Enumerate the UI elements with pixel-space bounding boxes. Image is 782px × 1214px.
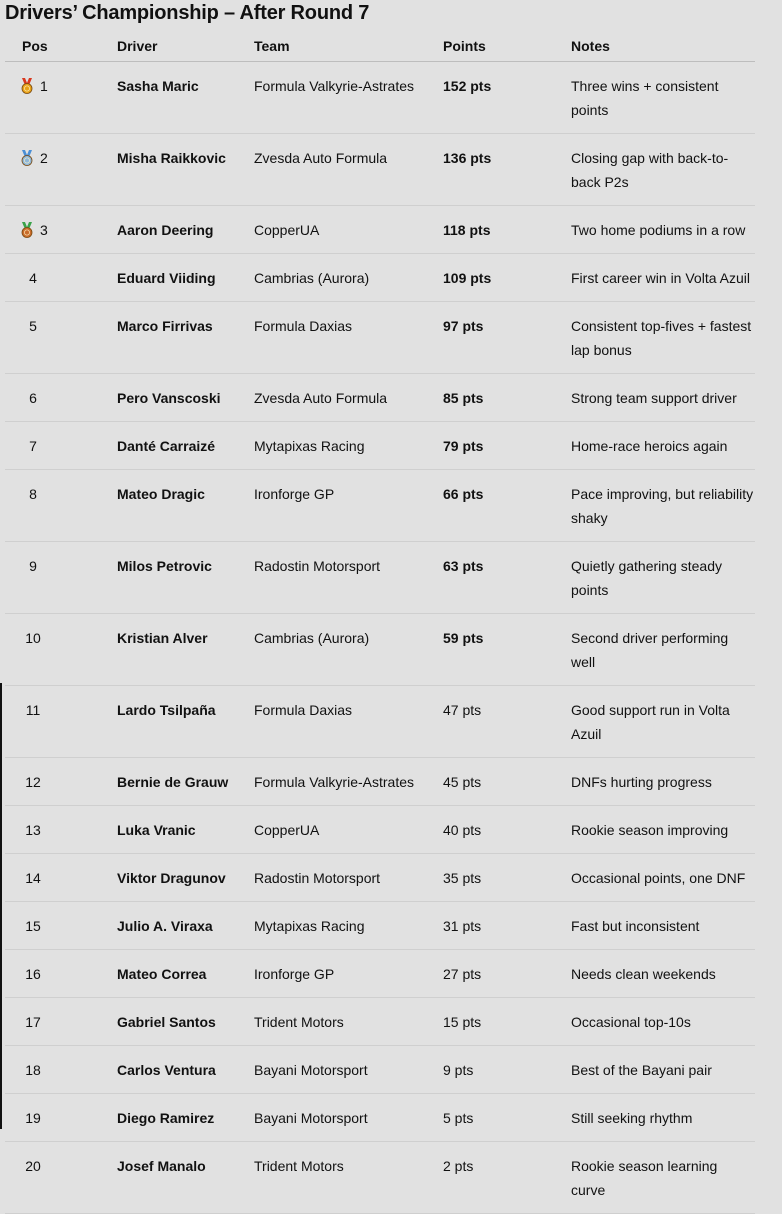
table-row <box>5 254 755 302</box>
bronze-medal-icon <box>20 221 34 237</box>
position-number: 18 <box>25 1062 41 1078</box>
cell-driver: Josef Manalo <box>117 1142 254 1214</box>
cell-driver: Gabriel Santos <box>117 998 254 1046</box>
cell-team: Trident Motors <box>254 998 443 1046</box>
column-header-points: Points <box>443 31 571 62</box>
position-number: 8 <box>29 486 37 502</box>
cell-driver: Carlos Ventura <box>117 1046 254 1094</box>
cell-notes: Home-race heroics again <box>571 422 755 470</box>
cell-driver: Lardo Tsilpaña <box>117 686 254 758</box>
cell-points: 40 pts <box>443 806 571 854</box>
position-number: 16 <box>25 966 41 982</box>
cell-notes: DNFs hurting progress <box>571 758 755 806</box>
cell-team: Formula Daxias <box>254 302 443 374</box>
left-edge-rule <box>0 683 2 1129</box>
cell-points: 9 pts <box>443 1046 571 1094</box>
cell-driver: Sasha Maric <box>117 62 254 134</box>
cell-pos <box>5 470 117 542</box>
cell-pos <box>5 758 117 806</box>
cell-team: Mytapixas Racing <box>254 422 443 470</box>
cell-notes: Three wins + consistent points <box>571 62 755 134</box>
cell-driver: Milos Petrovic <box>117 542 254 614</box>
cell-team: Formula Daxias <box>254 686 443 758</box>
table-row <box>5 134 755 206</box>
cell-notes: Closing gap with back-to-back P2s <box>571 134 755 206</box>
table-row <box>5 302 755 374</box>
cell-driver: Danté Carraizé <box>117 422 254 470</box>
cell-team: Formula Valkyrie-Astrates <box>254 758 443 806</box>
cell-driver: Misha Raikkovic <box>117 134 254 206</box>
cell-points: 35 pts <box>443 854 571 902</box>
cell-pos <box>5 854 117 902</box>
table-row <box>5 806 755 854</box>
position-number: 20 <box>25 1158 41 1174</box>
table-body <box>5 62 755 1214</box>
position-number: 14 <box>25 870 41 886</box>
position-number: 19 <box>25 1110 41 1126</box>
position-number: 5 <box>29 318 37 334</box>
cell-team: Radostin Motorsport <box>254 854 443 902</box>
cell-points: 118 pts <box>443 206 571 254</box>
table-row <box>5 422 755 470</box>
cell-team: Cambrias (Aurora) <box>254 254 443 302</box>
cell-points: 85 pts <box>443 374 571 422</box>
cell-pos <box>5 1046 117 1094</box>
cell-team: Zvesda Auto Formula <box>254 374 443 422</box>
table-row <box>5 206 755 254</box>
cell-driver: Viktor Dragunov <box>117 854 254 902</box>
cell-notes: Second driver performing well <box>571 614 755 686</box>
cell-driver: Bernie de Grauw <box>117 758 254 806</box>
cell-notes: Quietly gathering steady points <box>571 542 755 614</box>
table-row <box>5 758 755 806</box>
cell-team: CopperUA <box>254 806 443 854</box>
cell-points: 27 pts <box>443 950 571 998</box>
column-header-pos: Pos <box>5 31 117 62</box>
cell-team: Zvesda Auto Formula <box>254 134 443 206</box>
cell-notes: Strong team support driver <box>571 374 755 422</box>
table-row <box>5 854 755 902</box>
table-row <box>5 1142 755 1214</box>
page-title: Drivers’ Championship – After Round 7 <box>5 2 370 24</box>
cell-points: 5 pts <box>443 1094 571 1142</box>
position-number: 1 <box>40 78 48 94</box>
position-number: 10 <box>25 630 41 646</box>
position-number: 7 <box>29 438 37 454</box>
cell-driver: Kristian Alver <box>117 614 254 686</box>
cell-notes: Needs clean weekends <box>571 950 755 998</box>
cell-team: Bayani Motorsport <box>254 1046 443 1094</box>
cell-points: 45 pts <box>443 758 571 806</box>
cell-team: Trident Motors <box>254 1142 443 1214</box>
position-number: 3 <box>40 222 48 238</box>
position-number: 17 <box>25 1014 41 1030</box>
cell-pos <box>5 374 117 422</box>
cell-team: Ironforge GP <box>254 470 443 542</box>
cell-team: CopperUA <box>254 206 443 254</box>
cell-team: Bayani Motorsport <box>254 1094 443 1142</box>
cell-points: 59 pts <box>443 614 571 686</box>
cell-pos <box>5 902 117 950</box>
cell-driver: Pero Vanscoski <box>117 374 254 422</box>
table-row <box>5 614 755 686</box>
cell-points: 136 pts <box>443 134 571 206</box>
cell-notes: Two home podiums in a row <box>571 206 755 254</box>
table-row <box>5 686 755 758</box>
cell-pos <box>5 206 117 254</box>
cell-points: 97 pts <box>443 302 571 374</box>
cell-notes: Rookie season improving <box>571 806 755 854</box>
cell-notes: First career win in Volta Azuil <box>571 254 755 302</box>
table-row <box>5 1094 755 1142</box>
gold-medal-icon <box>20 77 34 93</box>
cell-pos <box>5 998 117 1046</box>
cell-points: 15 pts <box>443 998 571 1046</box>
cell-notes: Occasional top-10s <box>571 998 755 1046</box>
column-header-notes: Notes <box>571 31 755 62</box>
position-number: 12 <box>25 774 41 790</box>
cell-team: Formula Valkyrie-Astrates <box>254 62 443 134</box>
cell-pos <box>5 614 117 686</box>
cell-notes: Good support run in Volta Azuil <box>571 686 755 758</box>
table-row <box>5 470 755 542</box>
cell-points: 47 pts <box>443 686 571 758</box>
column-header-team: Team <box>254 31 443 62</box>
table-row <box>5 950 755 998</box>
cell-pos <box>5 950 117 998</box>
position-number: 15 <box>25 918 41 934</box>
cell-driver: Aaron Deering <box>117 206 254 254</box>
cell-notes: Occasional points, one DNF <box>571 854 755 902</box>
cell-driver: Eduard Viiding <box>117 254 254 302</box>
cell-notes: Fast but inconsistent <box>571 902 755 950</box>
cell-notes: Pace improving, but reliability shaky <box>571 470 755 542</box>
table-header-row <box>5 31 755 62</box>
cell-team: Radostin Motorsport <box>254 542 443 614</box>
cell-points: 31 pts <box>443 902 571 950</box>
cell-driver: Diego Ramirez <box>117 1094 254 1142</box>
cell-pos <box>5 1094 117 1142</box>
cell-driver: Luka Vranic <box>117 806 254 854</box>
cell-points: 66 pts <box>443 470 571 542</box>
cell-pos <box>5 134 117 206</box>
position-number: 13 <box>25 822 41 838</box>
cell-team: Mytapixas Racing <box>254 902 443 950</box>
cell-notes: Rookie season learning curve <box>571 1142 755 1214</box>
position-number: 11 <box>25 702 41 718</box>
cell-driver: Mateo Correa <box>117 950 254 998</box>
column-header-driver: Driver <box>117 31 254 62</box>
position-number: 9 <box>29 558 37 574</box>
cell-pos <box>5 686 117 758</box>
position-number: 6 <box>29 390 37 406</box>
cell-pos <box>5 806 117 854</box>
cell-pos <box>5 422 117 470</box>
cell-points: 63 pts <box>443 542 571 614</box>
silver-medal-icon <box>20 149 34 165</box>
table-row <box>5 62 755 134</box>
cell-points: 2 pts <box>443 1142 571 1214</box>
cell-pos <box>5 254 117 302</box>
cell-pos <box>5 542 117 614</box>
table-row <box>5 542 755 614</box>
cell-notes: Still seeking rhythm <box>571 1094 755 1142</box>
cell-points: 152 pts <box>443 62 571 134</box>
table-row <box>5 374 755 422</box>
cell-notes: Best of the Bayani pair <box>571 1046 755 1094</box>
cell-pos <box>5 62 117 134</box>
cell-driver: Marco Firrivas <box>117 302 254 374</box>
cell-pos <box>5 1142 117 1214</box>
cell-points: 79 pts <box>443 422 571 470</box>
table-row <box>5 998 755 1046</box>
cell-driver: Mateo Dragic <box>117 470 254 542</box>
cell-notes: Consistent top-fives + fastest lap bonus <box>571 302 755 374</box>
cell-points: 109 pts <box>443 254 571 302</box>
position-number: 4 <box>29 270 37 286</box>
cell-team: Ironforge GP <box>254 950 443 998</box>
position-number: 2 <box>40 150 48 166</box>
cell-driver: Julio A. Viraxa <box>117 902 254 950</box>
table-row <box>5 1046 755 1094</box>
standings-table <box>5 31 755 1214</box>
cell-team: Cambrias (Aurora) <box>254 614 443 686</box>
table-row <box>5 902 755 950</box>
cell-pos <box>5 302 117 374</box>
